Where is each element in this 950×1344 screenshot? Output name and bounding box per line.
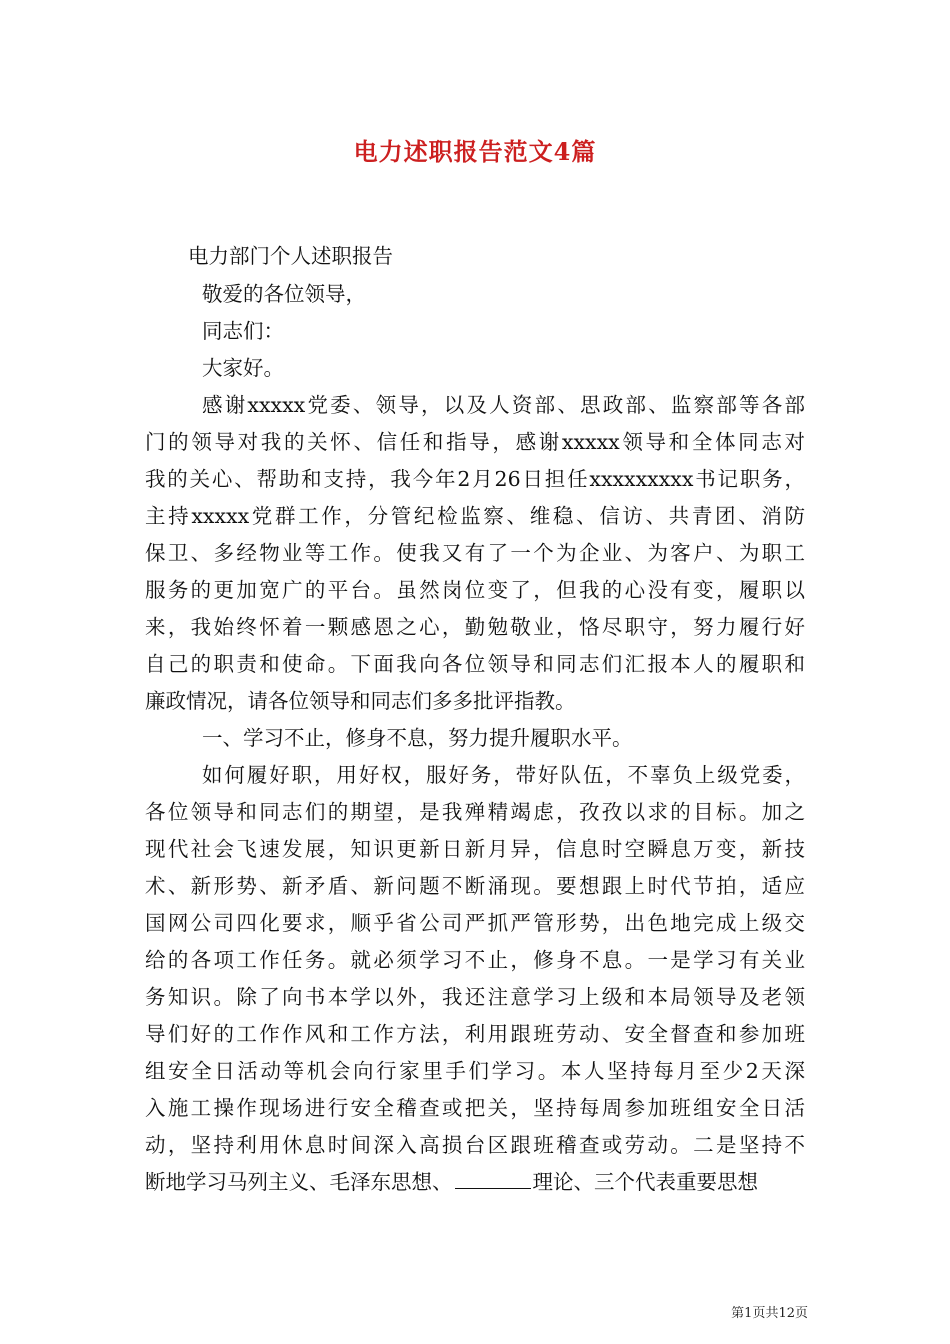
paragraph-line: 门的领导对我的关怀、信任和指导，感谢xxxxx领导和全体同志对 [145, 430, 805, 454]
paragraph-line: 自己的职责和使命。下面我向各位领导和同志们汇报本人的履职和 [145, 652, 805, 676]
paragraph-line: 如何履好职，用好权，服好务，带好队伍，不辜负上级党委， [202, 763, 805, 787]
paragraph-line: 来，我始终怀着一颗感恩之心，勤勉敬业，恪尽职守，努力履行好 [145, 615, 805, 639]
section-heading: 一、学习不止，修身不息，努力提升履职水平。 [202, 726, 633, 750]
paragraph-line: 保卫、多经物业等工作。使我又有了一个为企业、为客户、为职工 [145, 541, 805, 565]
text-fragment: 理论、三个代表重要思想 [532, 1170, 758, 1194]
text-fragment: 断地学习马列主义、毛泽东思想、 [145, 1170, 453, 1194]
paragraph-line: 感谢xxxxx党委、领导，以及人资部、思政部、监察部等各部 [202, 393, 805, 417]
paragraph-line: 术、新形势、新矛盾、新问题不断涌现。要想跟上时代节拍，适应 [145, 874, 805, 898]
document-title: 电力述职报告范文4篇 [353, 137, 597, 166]
paragraph-line: 服务的更加宽广的平台。虽然岗位变了，但我的心没有变，履职以 [145, 578, 805, 602]
paragraph-line: 导们好的工作作风和工作方法，利用跟班劳动、安全督查和参加班 [145, 1022, 805, 1046]
paragraph-line: 务知识。除了向书本学以外，我还注意学习上级和本局领导及老领 [145, 985, 805, 1009]
paragraph-line: 主持xxxxx党群工作，分管纪检监察、维稳、信访、共青团、消防 [145, 504, 805, 528]
paragraph-line-last [145, 1168, 758, 1196]
paragraph-line: 给的各项工作任务。就必须学习不止，修身不息。一是学习有关业 [145, 948, 805, 972]
greeting-line: 同志们： [202, 319, 284, 343]
page-number: 第1页共12页 [731, 1306, 808, 1321]
paragraph-line: 廉政情况，请各位领导和同志们多多批评指教。 [145, 689, 576, 713]
subtitle: 电力部门个人述职报告 [188, 244, 393, 268]
paragraph-line: 现代社会飞速发展，知识更新日新月异，信息时空瞬息万变，新技 [145, 837, 805, 861]
greeting-line: 敬爱的各位领导， [202, 282, 366, 306]
paragraph-line: 我的关心、帮助和支持，我今年2月26日担任xxxxxxxxx书记职务， [145, 467, 805, 491]
paragraph-line: 组安全日活动等机会向行家里手们学习。本人坚持每月至少2天深 [145, 1059, 805, 1083]
paragraph-line: 动，坚持利用休息时间深入高损台区跟班稽查或劳动。二是坚持不 [145, 1133, 805, 1157]
greeting-line: 大家好。 [202, 356, 284, 380]
paragraph-line: 入施工操作现场进行安全稽查或把关，坚持每周参加班组安全日活 [145, 1096, 805, 1120]
paragraph-line: 国网公司四化要求，顺乎省公司严抓严管形势，出色地完成上级交 [145, 911, 805, 935]
paragraph-line: 各位领导和同志们的期望，是我殚精竭虑，孜孜以求的目标。加之 [145, 800, 805, 824]
blank-underline [455, 1170, 531, 1189]
